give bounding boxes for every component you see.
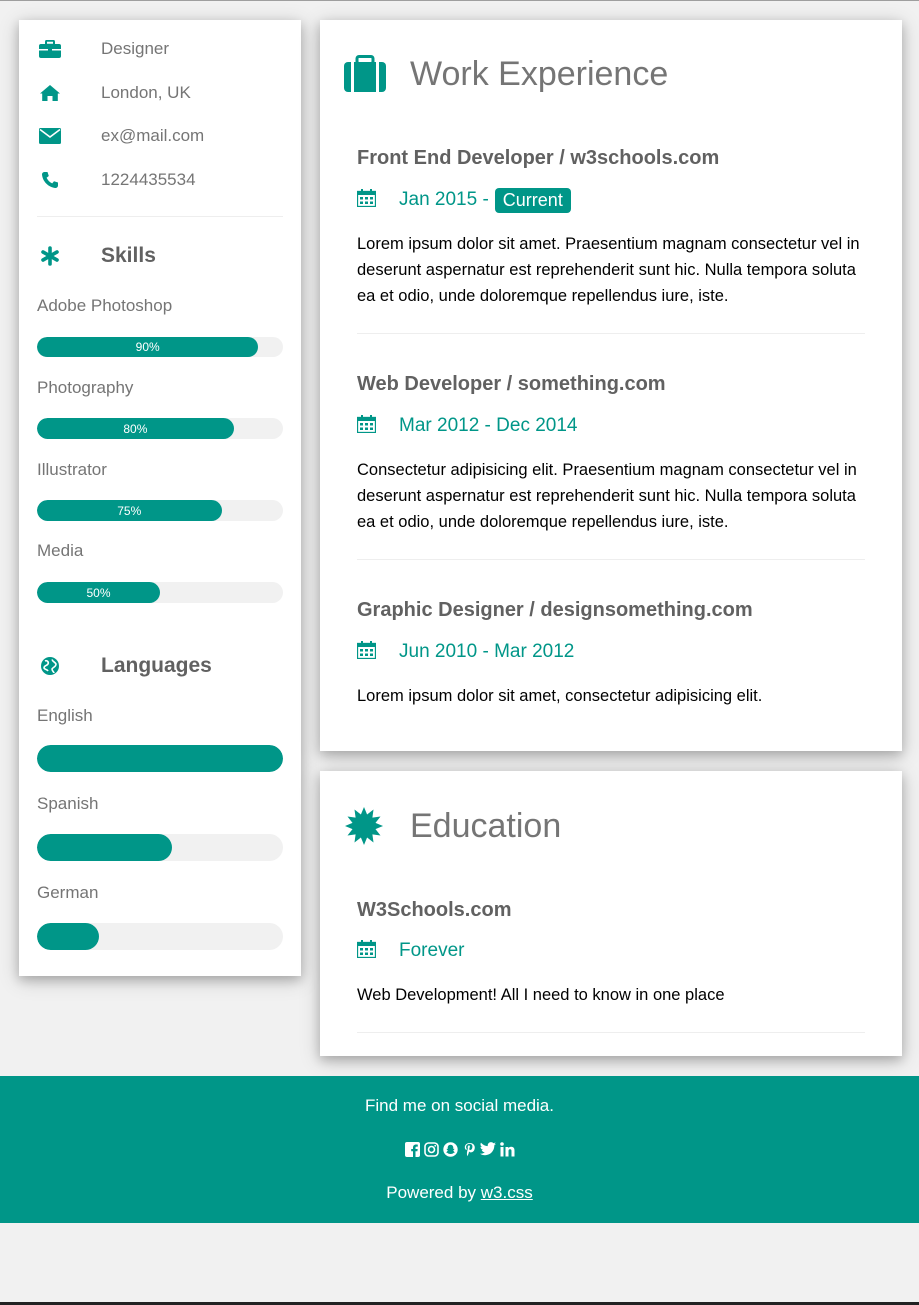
skill-name: Photography — [37, 378, 134, 397]
languages-heading: Languages — [101, 654, 212, 677]
briefcase-icon — [37, 38, 63, 60]
skill-bar — [37, 582, 283, 603]
social-icons — [0, 1141, 919, 1157]
education-heading: Education — [410, 807, 562, 845]
language-name: English — [37, 706, 93, 725]
profile-phone: 1224435534 — [101, 170, 196, 189]
facebook-icon[interactable] — [404, 1141, 420, 1157]
skills-heading: Skills — [101, 244, 156, 267]
language-bar — [37, 834, 283, 861]
twitter-icon[interactable] — [480, 1141, 496, 1157]
education-divider — [357, 1032, 865, 1033]
footer-tagline: Find me on social media. — [365, 1096, 554, 1115]
job-title: Front End Developer / w3schools.com — [357, 147, 720, 169]
footer — [0, 1076, 919, 1223]
job-title: Web Developer / something.com — [357, 373, 666, 395]
skills-heading-row — [37, 243, 156, 269]
calendar-icon — [357, 641, 376, 664]
skill-bar-fill: 50% — [37, 582, 160, 603]
job-date-row — [357, 186, 563, 214]
job-description: Lorem ipsum dolor sit amet, consectetur adipisicing elit. — [357, 687, 763, 705]
skill-name: Illustrator — [37, 460, 107, 479]
education-date: Forever — [399, 940, 465, 961]
current-badge: Current — [495, 188, 571, 213]
calendar-icon — [357, 189, 376, 212]
language-bar-fill — [37, 923, 99, 950]
language-bar — [37, 923, 283, 950]
work-experience-card — [320, 20, 902, 751]
footer-powered — [0, 1183, 919, 1203]
skill-bar-fill: 80% — [37, 418, 234, 439]
linkedin-icon[interactable] — [499, 1141, 515, 1157]
skill-bar — [37, 337, 283, 357]
job-description: Lorem ipsum dolor sit amet. Praesentium magnam consectetur vel in deserunt aspernatur est reprehenderit sunt hic. Nulla tempora soluta ea et odio, unde doloremque repellendus iure, iste. — [357, 235, 860, 305]
work-heading: Work Experience — [410, 55, 669, 93]
profile-email: ex@mail.com — [101, 126, 205, 145]
profile-location: London, UK — [101, 83, 191, 102]
home-icon — [37, 82, 63, 104]
certificate-icon — [345, 807, 383, 850]
job-description: Consectetur adipisicing elit. Praesentium magnam consectetur vel in deserunt aspernatur est reprehenderit sunt hic. Nulla tempora soluta ea et odio, unde doloremque repellendus iure, iste. — [357, 461, 857, 531]
snapchat-icon[interactable] — [442, 1141, 458, 1157]
skill-bar-fill: 90% — [37, 337, 258, 357]
language-name: Spanish — [37, 794, 99, 813]
profile-email-row — [37, 125, 283, 147]
asterisk-icon — [37, 246, 63, 266]
skill-bar — [37, 500, 283, 521]
education-date-row — [357, 937, 465, 965]
education-title: W3Schools.com — [357, 899, 512, 921]
job-date — [399, 188, 571, 213]
calendar-icon — [357, 415, 376, 438]
language-bar-fill — [37, 745, 283, 772]
skill-name: Adobe Photoshop — [37, 296, 173, 315]
profile-job-row — [37, 38, 283, 60]
language-name: German — [37, 883, 99, 902]
job-title: Graphic Designer / designsomething.com — [357, 599, 753, 621]
education-description: Web Development! All I need to know in one place — [357, 986, 725, 1004]
globe-icon — [37, 656, 63, 676]
skill-name: Media — [37, 541, 84, 560]
suitcase-icon — [344, 55, 386, 97]
w3css-link[interactable]: w3.css — [480, 1183, 533, 1202]
profile-job: Designer — [101, 39, 170, 58]
pinterest-icon[interactable] — [461, 1141, 477, 1157]
phone-icon — [37, 169, 63, 191]
top-border — [0, 0, 919, 1]
languages-heading-row — [37, 653, 212, 679]
job-divider — [357, 559, 865, 560]
profile-phone-row — [37, 169, 283, 191]
job-date: Jun 2010 - Mar 2012 — [399, 641, 575, 662]
profile-sidebar — [19, 20, 301, 976]
job-date-text: Jan 2015 - — [399, 189, 489, 210]
job-date-row — [357, 412, 578, 440]
job-date-row — [357, 638, 575, 666]
education-card — [320, 771, 902, 1056]
sidebar-divider — [37, 216, 283, 217]
powered-by-text: Powered by — [386, 1183, 477, 1202]
instagram-icon[interactable] — [423, 1141, 439, 1157]
envelope-icon — [37, 125, 63, 147]
skill-bar — [37, 418, 283, 439]
calendar-icon — [357, 940, 376, 963]
job-divider — [357, 333, 865, 334]
job-date: Mar 2012 - Dec 2014 — [399, 415, 578, 436]
language-bar-fill — [37, 834, 172, 861]
language-bar — [37, 745, 283, 772]
skill-bar-fill: 75% — [37, 500, 222, 521]
profile-location-row — [37, 82, 283, 104]
